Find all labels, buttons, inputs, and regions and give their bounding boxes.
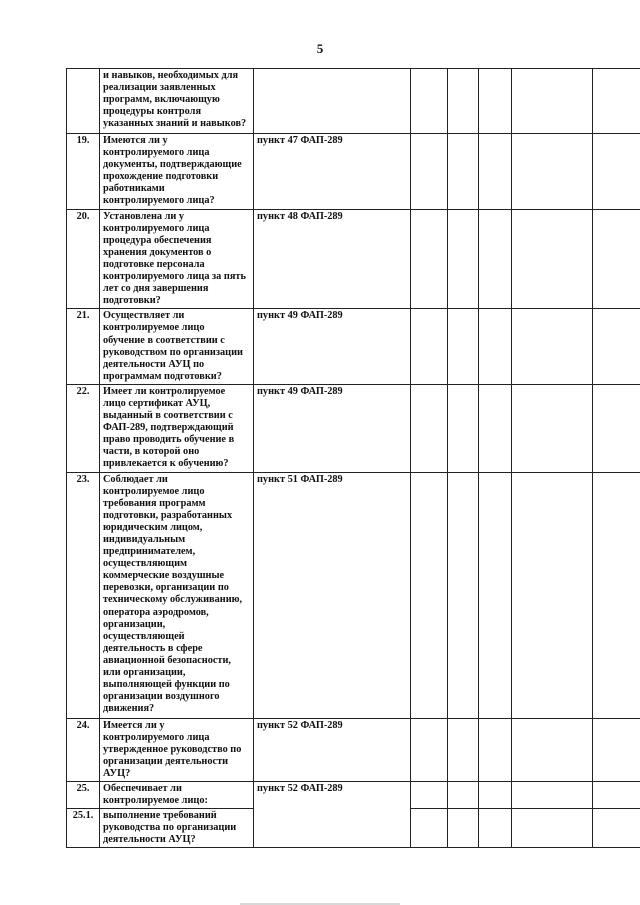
row-number: 24. — [67, 718, 100, 781]
legal-reference: пункт 47 ФАП-289 — [254, 134, 411, 210]
answer-cell — [512, 782, 593, 809]
checklist-table — [66, 68, 640, 848]
answer-cell — [411, 782, 448, 809]
answer-cell — [479, 809, 512, 848]
answer-cell — [593, 809, 640, 848]
answer-cell — [512, 718, 593, 781]
answer-cell — [593, 472, 640, 718]
answer-cell — [512, 69, 593, 134]
row-number: 19. — [67, 134, 100, 210]
table-row — [67, 134, 640, 210]
answer-cell — [411, 69, 448, 134]
legal-reference: пункт 49 ФАП-289 — [254, 384, 411, 472]
answer-cell — [479, 472, 512, 718]
answer-cell — [593, 134, 640, 210]
answer-cell — [448, 718, 479, 781]
requirement-text: Соблюдает ли контролируемое лицо требования программ подготовки, разработанных юридическим лицом, индивидуальным предпринимателем, осуществляющим коммерческие воздушные перевозки, организации по техническому обслуживанию, оператора аэродромов, организации, осуществляющей деятельность в сфере авиационной безопасности, или организации, выполняющей функции по организации воздушного движения? — [100, 472, 254, 718]
requirement-text: Установлена ли у контролируемого лица процедура обеспечения хранения документов о подготовке персонала контролируемого лица за пять лет со дня завершения подготовки? — [100, 209, 254, 309]
answer-cell — [479, 718, 512, 781]
answer-cell — [593, 209, 640, 309]
answer-cell — [448, 309, 479, 385]
legal-reference: пункт 52 ФАП-289 — [254, 782, 411, 848]
row-number: 25. — [67, 782, 100, 809]
answer-cell — [512, 209, 593, 309]
legal-reference — [254, 69, 411, 134]
answer-cell — [593, 782, 640, 809]
row-number: 23. — [67, 472, 100, 718]
row-number: 25.1. — [67, 809, 100, 848]
answer-cell — [411, 134, 448, 210]
answer-cell — [411, 209, 448, 309]
answer-cell — [411, 384, 448, 472]
table-row — [67, 309, 640, 385]
answer-cell — [411, 309, 448, 385]
answer-cell — [512, 309, 593, 385]
answer-cell — [512, 472, 593, 718]
answer-cell — [593, 384, 640, 472]
requirement-text: и навыков, необходимых для реализации заявленных программ, включающую процедуры контроля указанных знаний и навыков? — [100, 69, 254, 134]
answer-cell — [411, 718, 448, 781]
legal-reference: пункт 51 ФАП-289 — [254, 472, 411, 718]
row-number: 22. — [67, 384, 100, 472]
row-number — [67, 69, 100, 134]
answer-cell — [479, 309, 512, 385]
page-number: 5 — [316, 41, 324, 56]
requirement-text: Имеется ли у контролируемого лица утвержденное руководство по организации деятельности АУЦ? — [100, 718, 254, 781]
answer-cell — [512, 384, 593, 472]
answer-cell — [479, 384, 512, 472]
answer-cell — [448, 209, 479, 309]
table-row — [67, 384, 640, 472]
answer-cell — [448, 134, 479, 210]
requirement-text: выполнение требований руководства по организации деятельности АУЦ? — [100, 809, 254, 848]
legal-reference: пункт 48 ФАП-289 — [254, 209, 411, 309]
table-row — [67, 69, 640, 134]
answer-cell — [448, 809, 479, 848]
answer-cell — [448, 782, 479, 809]
answer-cell — [479, 782, 512, 809]
row-number: 21. — [67, 309, 100, 385]
answer-cell — [411, 809, 448, 848]
requirement-text: Обеспечивает ли контролируемое лицо: — [100, 782, 254, 809]
answer-cell — [479, 134, 512, 210]
answer-cell — [593, 718, 640, 781]
table-row — [67, 782, 640, 809]
answer-cell — [593, 69, 640, 134]
answer-cell — [512, 809, 593, 848]
answer-cell — [448, 472, 479, 718]
answer-cell — [479, 69, 512, 134]
answer-cell — [448, 384, 479, 472]
answer-cell — [479, 209, 512, 309]
answer-cell — [448, 69, 479, 134]
requirement-text: Осуществляет ли контролируемое лицо обучение в соответствии с руководством по организации деятельности АУЦ по программам подготовки? — [100, 309, 254, 385]
answer-cell — [411, 472, 448, 718]
row-number: 20. — [67, 209, 100, 309]
answer-cell — [512, 134, 593, 210]
legal-reference: пункт 52 ФАП-289 — [254, 718, 411, 781]
legal-reference: пункт 49 ФАП-289 — [254, 309, 411, 385]
requirement-text: Имеются ли у контролируемого лица документы, подтверждающие прохождение подготовки работниками контролируемого лица? — [100, 134, 254, 210]
table-row — [67, 472, 640, 718]
table-row — [67, 718, 640, 781]
answer-cell — [593, 309, 640, 385]
table-row — [67, 209, 640, 309]
requirement-text: Имеет ли контролируемое лицо сертификат АУЦ, выданный в соответствии с ФАП-289, подтверждающий право проводить обучение в части, в которой оно привлекается к обучению? — [100, 384, 254, 472]
